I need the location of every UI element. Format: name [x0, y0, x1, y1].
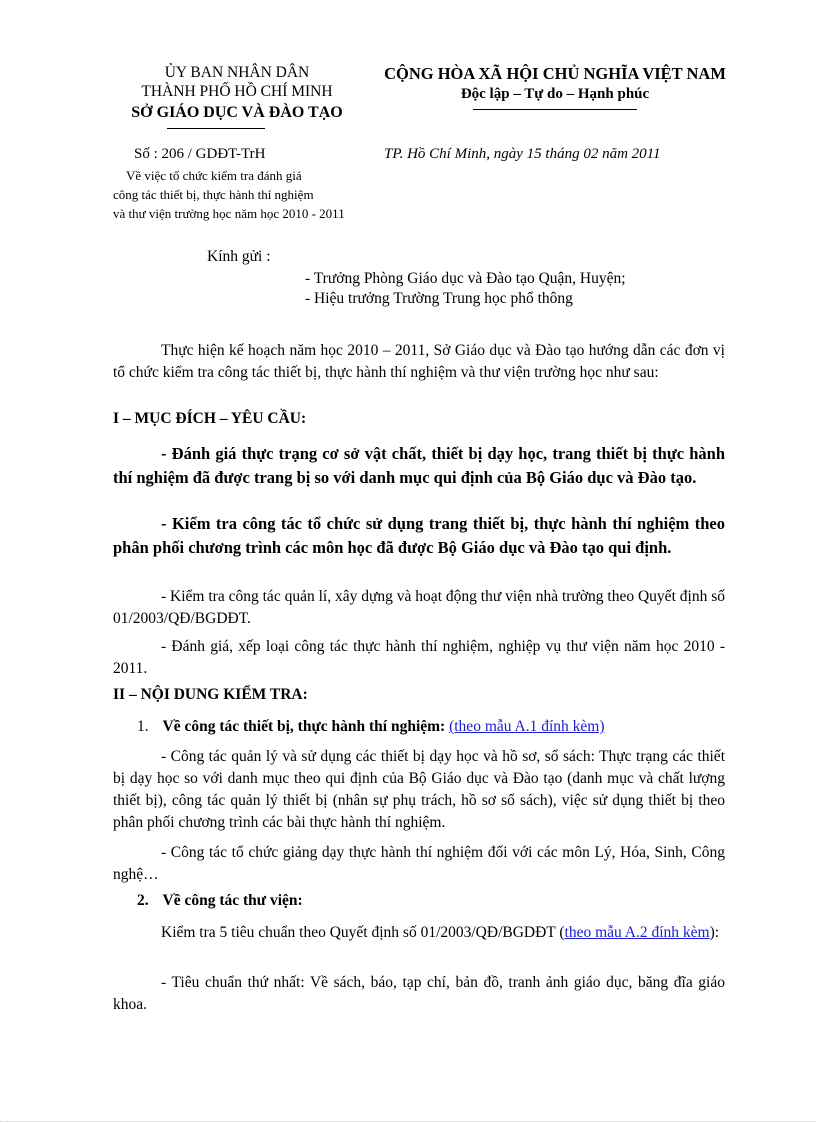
library-criterion-1: - Tiêu chuẩn thứ nhất: Về sách, báo, tạp chí, bản đồ, tranh ảnh giáo dục, băng đĩa giáo khoa.: [113, 974, 725, 1013]
subsection-1-number: 1.: [137, 718, 149, 735]
subsection-2: [137, 892, 303, 910]
subject-line-1: Về việc tổ chức kiểm tra đánh giá: [126, 168, 302, 183]
page-bottom-border: [0, 1121, 816, 1122]
place-date: TP. Hồ Chí Minh, ngày 15 tháng 02 năm 2011: [384, 146, 661, 162]
section-1-heading: I – MỤC ĐÍCH – YÊU CẦU:: [113, 410, 307, 427]
form-a2-link[interactable]: theo mẫu A.2 đính kèm: [564, 924, 710, 941]
agency-line-3: SỞ GIÁO DỤC VÀ ĐÀO TẠO: [131, 104, 343, 121]
agency-line-1: ỦY BAN NHÂN DÂN: [164, 64, 310, 81]
doc-number: Số : 206 / GDĐT-TrH: [134, 146, 266, 162]
equipment-paragraph-2: - Công tác tổ chức giảng dạy thực hành thí nghiệm đối với các môn Lý, Hóa, Sinh, Công nghệ…: [113, 844, 725, 883]
intro-paragraph: Thực hiện kế hoạch năm học 2010 – 2011, Sở Giáo dục và Đào tạo hướng dẫn các đơn vị tổ chức kiểm tra công tác thiết bị, thực hành thí nghiệm và thư viện trường học như sau:: [113, 342, 725, 381]
header-left-underline: [167, 128, 265, 129]
subsection-1: [137, 718, 605, 736]
recipient-2: - Hiệu trưởng Trường Trung học phổ thông: [305, 290, 573, 307]
library-paragraph: [161, 922, 725, 944]
objective-4: - Đánh giá, xếp loại công tác thực hành thí nghiệm, nghiệp vụ thư viện năm học 2010 - 2011.: [113, 638, 725, 677]
section-2-heading: II – NỘI DUNG KIỂM TRA:: [113, 686, 308, 703]
recipient-1: - Trưởng Phòng Giáo dục và Đào tạo Quận, Huyện;: [305, 270, 626, 287]
form-a1-link[interactable]: (theo mẫu A.1 đính kèm): [449, 718, 605, 735]
salutation: Kính gửi :: [207, 248, 271, 265]
agency-line-2: THÀNH PHỐ HỒ CHÍ MINH: [141, 83, 333, 100]
subsection-1-title: Về công tác thiết bị, thực hành thí nghiệm:: [162, 718, 446, 735]
national-motto: Độc lập – Tự do – Hạnh phúc: [460, 86, 650, 102]
national-title: CỘNG HÒA XÃ HỘI CHỦ NGHĨA VIỆT NAM: [384, 64, 726, 83]
objective-1: - Đánh giá thực trạng cơ sở vật chất, thiết bị dạy học, trang thiết bị thực hành thí nghiệm đã được trang bị so với danh mục qui định của Bộ Giáo dục và Đào tạo.: [113, 444, 725, 487]
subject-line-3: và thư viện trường học năm học 2010 - 2011: [113, 206, 345, 221]
subsection-2-number: 2.: [137, 892, 149, 909]
subject-line-2: công tác thiết bị, thực hành thí nghiệm: [113, 187, 314, 202]
library-paragraph-prefix: Kiểm tra 5 tiêu chuẩn theo Quyết định số 01/2003/QĐ/BGDĐT (: [161, 924, 565, 941]
header-right-underline: [473, 109, 637, 110]
subsection-2-title: Về công tác thư viện:: [162, 892, 303, 909]
objective-3: - Kiểm tra công tác quản lí, xây dựng và hoạt động thư viện nhà trường theo Quyết định số 01/2003/QĐ/BGDĐT.: [113, 588, 725, 627]
equipment-paragraph-1: - Công tác quản lý và sử dụng các thiết bị dạy học và hồ sơ, sổ sách: Thực trạng các thiết bị dạy học so với danh mục theo qui định của Bộ Giáo dục và Đào tạo (danh mục và chất lượng thiết bị), công tác quản lý thiết bị (nhân sự phụ trách, hồ sơ sổ sách), việc sử dụng thiết bị theo phân phối chương trình các bài thực hành thí nghiệm.: [113, 748, 725, 831]
library-paragraph-suffix: ):: [709, 924, 720, 941]
objective-2: - Kiểm tra công tác tổ chức sử dụng trang thiết bị, thực hành thí nghiệm theo phân phối chương trình các môn học đã được Bộ Giáo dục và Đào tạo qui định.: [113, 514, 725, 557]
